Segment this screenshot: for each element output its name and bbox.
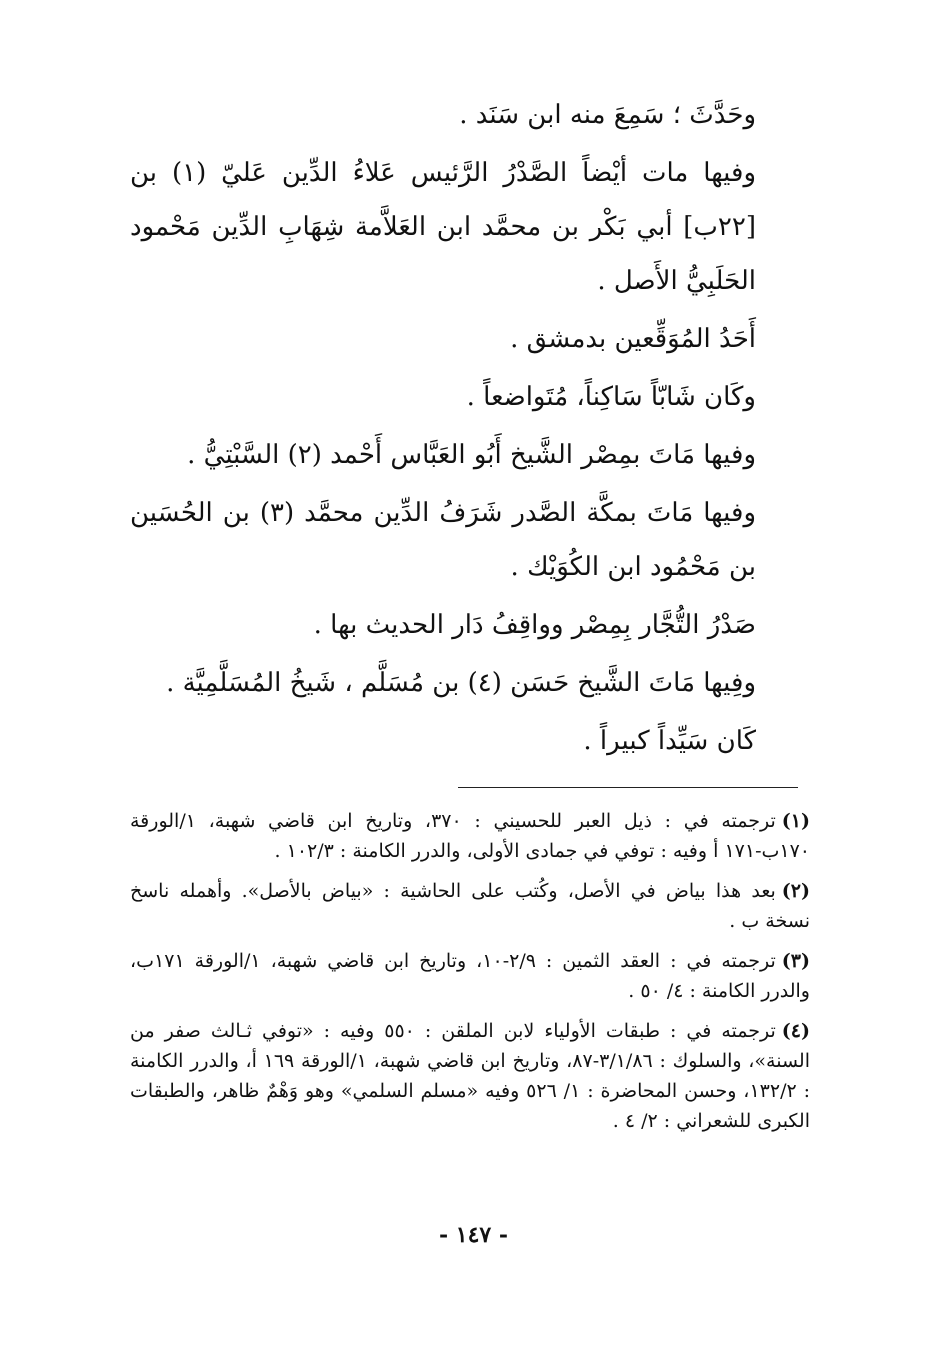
footnote-1 xyxy=(130,806,810,866)
paragraph-line: أَحَدُ المُوَقِّعين بدمشق . xyxy=(510,324,756,354)
footnote-number: (١) xyxy=(781,810,810,832)
footnote-number: (٤) xyxy=(781,1020,810,1042)
footnote-line: ناسخ نسخة ب . xyxy=(130,880,810,932)
footnote-line: ترجمته في : ذيل العبر للحسيني : ٣٧٠، وتاريخ ابن قاضي شهبة، ١/الورقة xyxy=(130,810,776,832)
footnote-4 xyxy=(130,1016,810,1136)
paragraph-1 xyxy=(130,88,810,142)
paragraph-5 xyxy=(130,428,810,482)
paragraph-line: وفيها مات أيْضاً الصَّدْرُ الرَّئيس عَلاءُ الدِّين عَليّ (١) بن [٢٢ب] أبي xyxy=(130,158,757,242)
paragraph-line: وفيها مَاتَ بمكَّة الصَّدر شَرَفُ الدِّين محمَّد (٣) بن الحُسَين بن مَحْمُود xyxy=(130,498,756,582)
paragraph-line: بَكْر بن محمَّد ابن العَلاَّمة شِهَابِ الدِّين مَحْمود الحَلَبِيُّ الأَصل . xyxy=(130,212,756,296)
main-text xyxy=(130,88,810,772)
paragraph-9 xyxy=(130,714,810,768)
paragraph-line: وفِيها مَاتَ الشَّيخ حَسَن (٤) بن مُسَلَّم ، شَيخُ المُسَلَّمِيَّة . xyxy=(166,668,756,698)
paragraph-7 xyxy=(130,598,810,652)
paragraph-4 xyxy=(130,370,810,424)
footnote-line: السنة»، والسلوك : ٣/١/٨٦-٨٧، وتاريخ ابن قاضي شهبة، ١/الورقة ١٦٩ أ، xyxy=(245,1050,810,1072)
footnote-line: ترجمته في : العقد الثمين : ٢/٩-١٠، وتاريخ ابن قاضي شهبة، ١/الورقة xyxy=(194,950,776,972)
paragraph-line: وكَان شَابّاً سَاكِناً، مُتَواضعاً . xyxy=(466,382,756,412)
paragraph-line: وحَدَّثَ ؛ سَمِعَ منه ابن سَنَد . xyxy=(459,100,756,130)
paragraph-line: ابن الكُوَيْك . xyxy=(510,552,642,582)
footnote-3 xyxy=(130,946,810,1006)
page-number: - ١٤٧ - xyxy=(438,1222,509,1248)
footnote-divider xyxy=(458,787,798,788)
paragraph-2 xyxy=(130,146,810,308)
paragraph-line: صَدْرُ التُّجَّار بِمِصْر وواقِفُ دَار الحديث بها . xyxy=(313,610,756,640)
paragraph-3 xyxy=(130,312,810,366)
paragraph-6 xyxy=(130,486,810,594)
footnotes xyxy=(130,806,810,1146)
paragraph-8 xyxy=(130,656,810,710)
paragraph-line: كَان سَيِّداً كبيراً . xyxy=(583,726,756,756)
footnote-line: وَهْمٌ ظاهر، والطبقات الكبرى للشعراني : ٢/ ٤ . xyxy=(130,1080,810,1132)
footnote-line: ترجمته في : طبقات الأولياء لابن الملقن : ٥٥٠ وفيه : «توفي ثـالث صفر من xyxy=(130,1020,776,1042)
footnote-number: (٣) xyxy=(781,950,811,972)
footnote-line: ١٧٠ب-١٧١ أ وفيه : توفي في جمادى الأولى، والدرر الكامنة : ١٠٢/٣ . xyxy=(274,840,810,862)
footnote-line: ١٧١ب، والدرر الكامنة : ٤/ ٥٠ . xyxy=(130,950,810,1002)
footnote-line: بعد هذا بياض في الأصل، وكُتب على الحاشية : «بياض بالأصل». وأهمله xyxy=(179,880,776,902)
footnote-line: والدرر الكامنة : ١٣٢/٢، وحسن المحاضرة : ١/ ٥٢٦ وفيه «مسلم السلمي» وهو xyxy=(130,1050,810,1102)
footnote-number: (٢) xyxy=(781,880,811,902)
paragraph-line: وفيها مَاتَ بمِصْر الشَّيخ أَبُو العَبَّاس أَحْمد (٢) السَّبْتِيُّ . xyxy=(187,440,756,470)
footnote-2 xyxy=(130,876,810,936)
